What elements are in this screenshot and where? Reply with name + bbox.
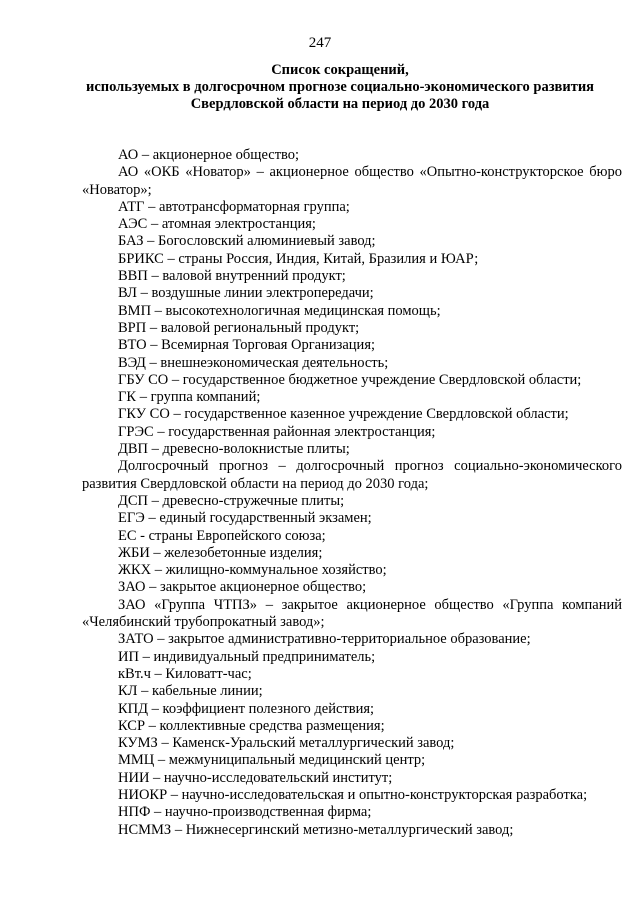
page-number: 247 — [308, 35, 332, 51]
abbreviation-term: НПФ — [118, 804, 151, 821]
abbreviation-list — [82, 147, 622, 839]
abbreviation-definition: – древесно-волокнистые плиты; — [148, 441, 350, 458]
abbreviation-term: ГБУ СО — [118, 371, 169, 388]
abbreviation-term: ДВП — [118, 441, 149, 458]
abbreviation-entry — [82, 735, 622, 752]
heading-line-3: Свердловской области на период до 2030 года — [190, 96, 490, 112]
abbreviation-entry — [82, 355, 622, 372]
abbreviation-term: ЕГЭ — [118, 510, 145, 527]
abbreviation-term: БРИКС — [118, 250, 164, 267]
abbreviation-entry — [82, 199, 622, 216]
abbreviation-definition: – единый государственный экзамен; — [144, 510, 372, 527]
abbreviation-definition: - страны Европейского союза; — [136, 527, 326, 544]
abbreviation-term: БАЗ — [118, 233, 144, 250]
abbreviation-entry — [82, 770, 622, 787]
abbreviation-definition: – кабельные линии; — [137, 683, 263, 700]
heading-line-1: Список сокращений, — [271, 62, 409, 78]
abbreviation-definition: – закрытое акционерное общество; — [145, 579, 367, 596]
abbreviation-definition: – научно-производственная фирма; — [150, 804, 372, 821]
abbreviation-definition: – Каменск-Уральский металлургический завод; — [157, 735, 455, 752]
abbreviation-definition: – внешнеэкономическая деятельность; — [145, 354, 389, 371]
abbreviation-definition: – долгосрочный прогноз социально-экономического развития Свердловской области на период до 2030 года; — [82, 458, 622, 492]
abbreviation-entry — [82, 233, 622, 250]
abbreviation-term: КЛ — [118, 683, 138, 700]
abbreviation-entry — [82, 216, 622, 233]
abbreviation-term: НСММЗ — [118, 821, 172, 838]
abbreviation-term: ЖБИ — [118, 544, 150, 561]
abbreviation-entry — [82, 528, 622, 545]
abbreviation-definition: – атомная электростанция; — [147, 216, 316, 233]
abbreviation-entry — [82, 649, 622, 666]
abbreviation-term: ВТО — [118, 337, 147, 354]
abbreviation-definition: – древесно-стружечные плиты; — [148, 492, 345, 509]
abbreviation-term: ЗАТО — [118, 631, 154, 648]
abbreviation-term: ИП — [118, 648, 139, 665]
abbreviation-term: КПД — [118, 700, 149, 717]
abbreviation-entry — [82, 303, 622, 320]
abbreviation-definition: – государственная районная электростанция; — [153, 423, 436, 440]
abbreviation-term: АО «ОКБ «Новатор» — [118, 164, 251, 181]
abbreviation-definition: – государственное бюджетное учреждение Свердловской области; — [168, 371, 582, 388]
abbreviation-entry — [82, 320, 622, 337]
abbreviation-entry — [82, 251, 622, 268]
abbreviation-term: АТГ — [118, 198, 145, 215]
abbreviation-term: АЭС — [118, 216, 148, 233]
abbreviation-definition: – воздушные линии электропередачи; — [136, 285, 374, 302]
abbreviation-entry — [82, 268, 622, 285]
abbreviation-entry — [82, 424, 622, 441]
abbreviation-definition: – научно-исследовательская и опытно-конструкторская разработка; — [167, 786, 588, 803]
abbreviation-term: ВРП — [118, 319, 147, 336]
abbreviation-definition: – Нижнесергинский метизно-металлургический завод; — [171, 821, 514, 838]
abbreviation-definition: – железобетонные изделия; — [149, 544, 323, 561]
abbreviation-entry — [82, 631, 622, 648]
abbreviation-term: ЗАО — [118, 579, 146, 596]
heading-line-2: используемых в долгосрочном прогнозе социально-экономического развития — [85, 79, 595, 95]
abbreviation-entry — [82, 545, 622, 562]
abbreviation-term: АО — [118, 147, 139, 163]
abbreviation-entry — [82, 683, 622, 700]
abbreviation-term: НИИ — [118, 769, 150, 786]
abbreviation-definition: – валовой региональный продукт; — [146, 319, 360, 336]
abbreviation-term: ВЛ — [118, 285, 137, 302]
abbreviation-term: ГКУ СО — [118, 406, 170, 423]
abbreviation-definition: – Богословский алюминиевый завод; — [143, 233, 376, 250]
abbreviation-term: ВВП — [118, 268, 148, 285]
abbreviation-term: ДСП — [118, 492, 149, 509]
abbreviation-definition: – Киловатт-час; — [150, 665, 252, 682]
abbreviation-entry — [82, 441, 622, 458]
abbreviation-entry — [82, 701, 622, 718]
abbreviation-entry — [82, 285, 622, 302]
abbreviation-definition: – автотрансформаторная группа; — [144, 198, 350, 215]
abbreviation-term: кВт.ч — [118, 665, 151, 682]
abbreviation-definition: – межмуниципальный медицинский центр; — [154, 752, 426, 769]
abbreviation-entry — [82, 493, 622, 510]
abbreviation-term: ГК — [118, 389, 137, 406]
abbreviation-term: ГРЭС — [118, 423, 154, 440]
abbreviation-definition: – высокотехнологичная медицинская помощь; — [151, 302, 441, 319]
abbreviation-definition: – Всемирная Торговая Организация; — [146, 337, 376, 354]
abbreviation-term: КУМЗ — [118, 735, 158, 752]
abbreviation-definition: – коллективные средства размещения; — [145, 717, 385, 734]
abbreviation-entry — [82, 718, 622, 735]
abbreviation-term: КСР — [118, 717, 146, 734]
abbreviation-definition: – индивидуальный предприниматель; — [138, 648, 376, 665]
abbreviation-entry — [82, 579, 622, 596]
abbreviation-entry — [82, 787, 622, 804]
abbreviation-entry — [82, 510, 622, 527]
abbreviation-term: Долгосрочный прогноз — [118, 458, 268, 475]
abbreviation-term: ЖКХ — [118, 562, 152, 579]
abbreviation-entry — [82, 458, 622, 493]
abbreviation-term: ВЭД — [118, 354, 146, 371]
abbreviation-entry — [82, 337, 622, 354]
abbreviation-term: ЕС — [118, 527, 137, 544]
abbreviation-entry — [82, 389, 622, 406]
abbreviation-entry — [82, 822, 622, 839]
abbreviation-definition: – научно-исследовательский институт; — [149, 769, 393, 786]
abbreviation-definition: – жилищно-коммунальное хозяйство; — [151, 562, 387, 579]
abbreviation-definition: – закрытое акционерное общество «Группа компаний «Челябинский трубопрокатный завод»; — [82, 596, 622, 631]
abbreviation-entry — [82, 562, 622, 579]
document-heading — [60, 62, 620, 113]
abbreviation-definition: – акционерное общество «Опытно-конструкторское бюро «Новатор»; — [82, 164, 623, 198]
abbreviation-term: ЗАО «Группа ЧТПЗ» — [118, 596, 258, 613]
abbreviation-entry — [82, 804, 622, 821]
abbreviation-definition: – акционерное общество; — [138, 147, 300, 163]
abbreviation-entry — [82, 147, 622, 164]
abbreviation-definition: – валовой внутренний продукт; — [147, 268, 346, 285]
abbreviation-definition: – государственное казенное учреждение Свердловской области; — [169, 406, 569, 423]
abbreviation-entry — [82, 372, 622, 389]
abbreviation-entry — [82, 164, 622, 199]
abbreviation-definition: – закрытое административно-территориальное образование; — [153, 631, 531, 648]
abbreviation-definition: – группа компаний; — [136, 389, 261, 406]
abbreviation-definition: – страны Россия, Индия, Китай, Бразилия и ЮАР; — [163, 250, 479, 267]
abbreviation-term: ВМП — [118, 302, 152, 319]
abbreviation-term: ММЦ — [118, 752, 155, 769]
abbreviation-definition: – коэффициент полезного действия; — [148, 700, 375, 717]
abbreviation-entry — [82, 597, 622, 632]
abbreviation-term: НИОКР — [118, 786, 168, 803]
abbreviation-entry — [82, 406, 622, 423]
abbreviation-entry — [82, 752, 622, 769]
abbreviation-entry — [82, 666, 622, 683]
